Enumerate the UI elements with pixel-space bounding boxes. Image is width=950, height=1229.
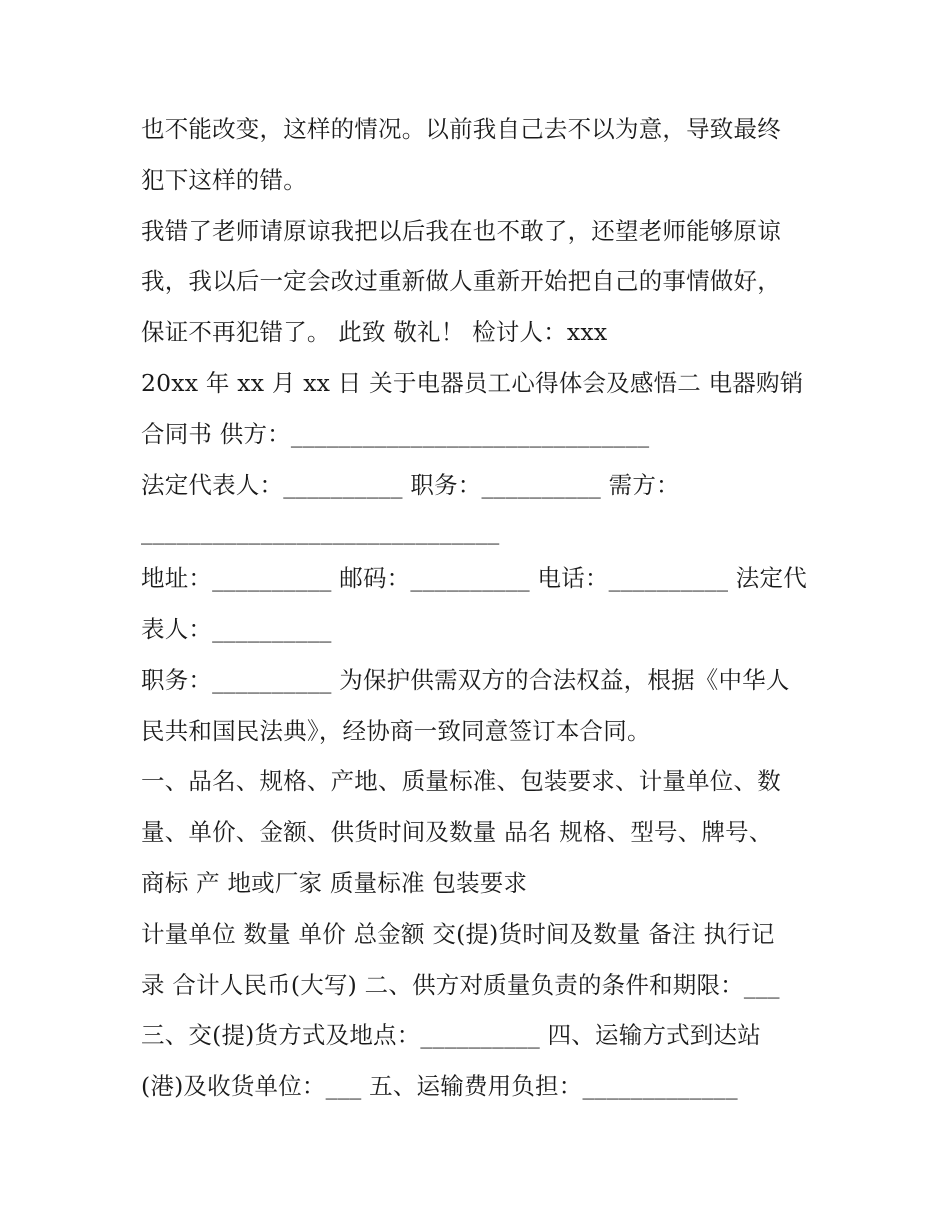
text-line: 民共和国民法典》，经协商一致同意签订本合同。 [141,717,651,745]
text-line: 录 合计人民币(大写) 二、供方对质量负责的条件和期限：___ [141,971,780,999]
text-line: 量、单价、金额、供货时间及数量 品名 规格、型号、牌号、 [141,818,773,846]
text-line: 三、交(提)货方式及地点：__________ 四、运输方式到达站 [141,1021,761,1049]
text-line: 一、品名、规格、产地、质量标准、包装要求、计量单位、数 [141,767,781,795]
text-line: 法定代表人：__________ 职务：__________ 需方： [141,471,680,499]
text-line: (港)及收货单位：___ 五、运输费用负担：_____________ [141,1072,738,1100]
text-line: 计量单位 数量 单价 总金额 交(提)货时间及数量 备注 执行记 [141,920,775,948]
text-line: 我错了老师请原谅我把以后我在也不敢了，还望老师能够原谅 [141,217,781,245]
text-line: ______________________________ [141,517,500,545]
text-line: 职务：__________ 为保护供需双方的合法权益，根据《中华人 [141,666,790,694]
text-line: 也不能改变，这样的情况。以前我自己去不以为意，导致最终 [141,115,781,143]
text-line: 表人：__________ [141,615,332,643]
text-line: 合同书 供方：______________________________ [141,420,650,448]
text-line: 地址：__________ 邮码：__________ 电话：__________ 法定代 [141,564,807,592]
text-line: 商标 产 地或厂家 质量标准 包装要求 [141,869,528,897]
text-line: 保证不再犯错了。 此致 敬礼！ 检讨人：xxx [141,318,608,346]
text-line: 我，我以后一定会改过重新做人重新开始把自己的事情做好， [141,267,781,295]
text-line: 犯下这样的错。 [141,166,307,194]
text-line: 20xx 年 xx 月 xx 日 关于电器员工心得体会及感悟二 电器购销 [141,369,804,397]
